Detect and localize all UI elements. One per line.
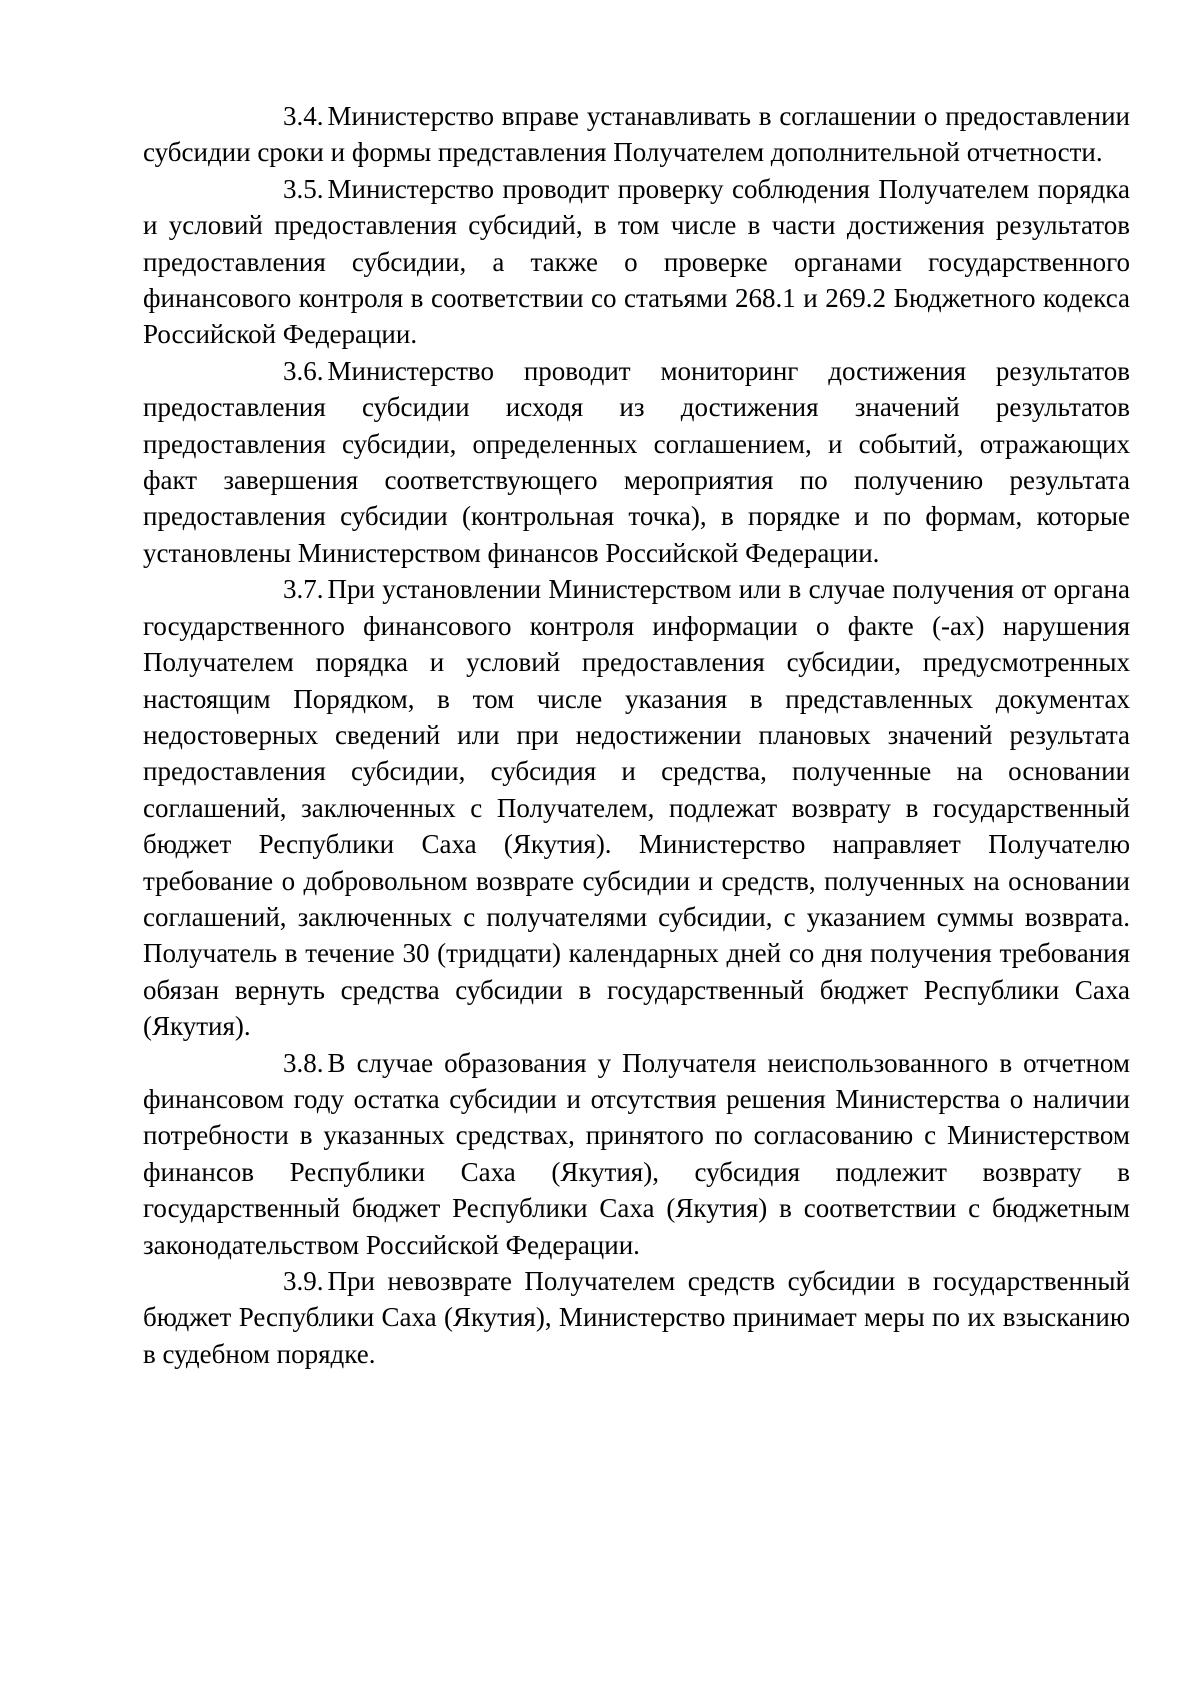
paragraph-number: 3.5.: [283, 173, 324, 204]
paragraph-number: 3.9.: [283, 1266, 324, 1296]
paragraph-text: Министерство проводит проверку соблюдения Получателем порядка и условий предоставления субсидий, в том числе в части достижения результатов предоставления субсидии, а также о проверке органами государственного финансового контроля в соответствии со статьями 268.1 и 269.2 Бюджетного кодекса Российской Федерации.: [143, 173, 1130, 350]
paragraph-3-8: [143, 1045, 1130, 1263]
paragraph-3-9: [143, 1263, 1130, 1372]
document-page: [143, 98, 1130, 1372]
paragraph-number: 3.4.: [283, 101, 324, 131]
paragraph-3-5: [143, 171, 1130, 353]
paragraph-number: 3.7.: [283, 574, 324, 605]
paragraph-text: Министерство проводит мониторинг достижения результатов предоставления субсидии исходя из достижения значений результатов предоставления субсидии, определенных соглашением, и событий, отражающих факт завершения соответствующего мероприятия по получению результата предоставления субсидии (контрольная точка), в порядке и по формам, которые установлены Министерством финансов Российской Федерации.: [143, 355, 1130, 568]
paragraph-text: Министерство вправе устанавливать в соглашении о предоставлении субсидии сроки и формы представления Получателем дополнительной отчетности.: [143, 101, 1130, 168]
paragraph-text: При невозврате Получателем средств субсидии в государственный бюджет Республики Саха (Якутия), Министерство принимает меры по их взысканию в судебном порядке.: [143, 1266, 1130, 1369]
paragraph-3-6: [143, 353, 1130, 571]
paragraph-3-4: [143, 98, 1130, 171]
paragraph-text: В случае образования у Получателя неиспользованного в отчетном финансовом году остатка субсидии и отсутствия решения Министерства о наличии потребности в указанных средствах, принятого по согласованию с Министерством финансов Республики Саха (Якутия), субсидия подлежит возврату в государственный бюджет Республики Саха (Якутия) в соответствии с бюджетным законодательством Российской Федерации.: [143, 1047, 1130, 1260]
paragraph-number: 3.8.: [283, 1047, 324, 1078]
paragraph-number: 3.6.: [283, 355, 324, 386]
paragraph-3-7: [143, 571, 1130, 1044]
paragraph-text: При установлении Министерством или в случае получения от органа государственного финансового контроля информации о факте (-ах) нарушения Получателем порядка и условий предоставления субсидии, предусмотренных настоящим Порядком, в том числе указания в представленных документах недостоверных сведений или при недостижении плановых значений результата предоставления субсидии, субсидия и средства, полученные на основании соглашений, заключенных с Получателем, подлежат возврату в государственный бюджет Республики Саха (Якутия). Министерство направляет Получателю требование о добровольном возврате субсидии и средств, полученных на основании соглашений, заключенных с получателями субсидии, с указанием суммы возврата. Получатель в течение 30 (тридцати) календарных дней со дня получения требования обязан вернуть средства субсидии в государственный бюджет Республики Саха (Якутия).: [143, 574, 1130, 1042]
